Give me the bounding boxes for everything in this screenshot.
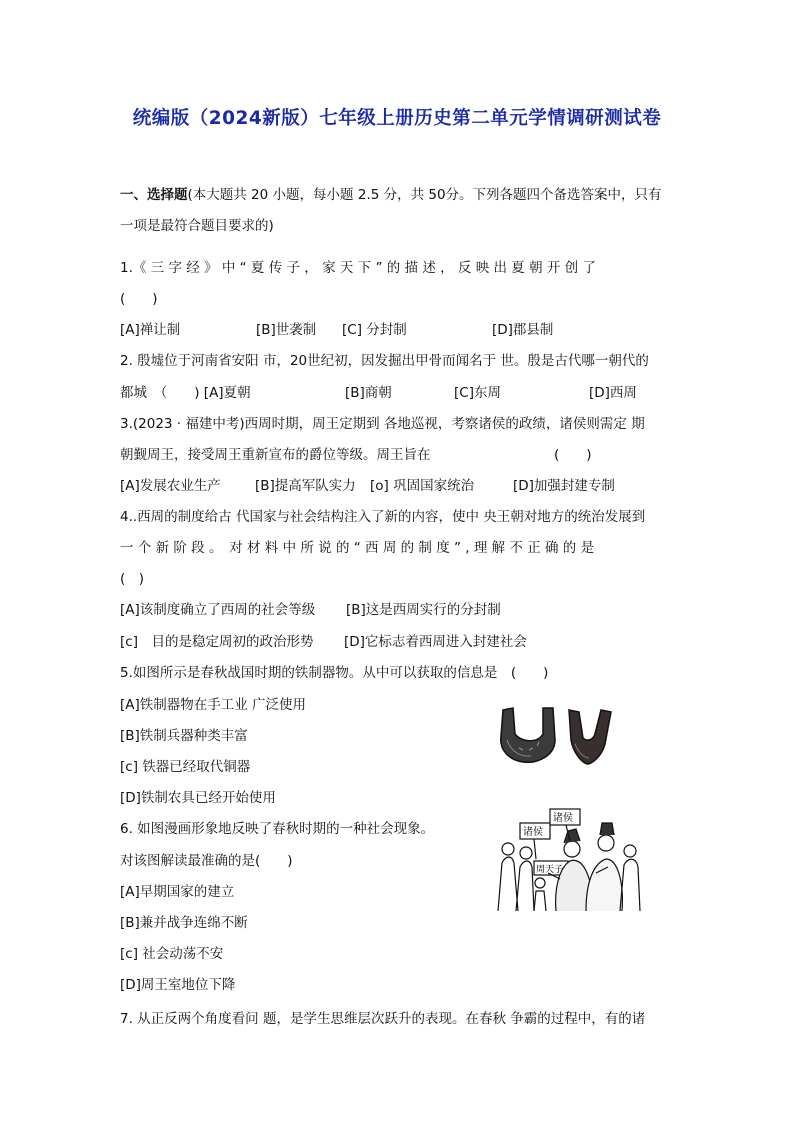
q5-option-b[interactable]: [B]铁制兵器种类丰富 [120,728,248,744]
q4-stem-line2: 一 个 新 阶 段 。 对 材 料 中 所 说 的 “ 西 周 的 制 度 ” , 理 解 不 正 确 的 是 [120,540,595,556]
cartoon-label-zhuhou-left: 诸侯 [523,827,543,838]
q2-option-b[interactable]: [B]商朝 [345,385,392,401]
q6-stem-line2: 对该图解读最准确的是( ) [120,853,293,869]
q4-stem: 4..西周的制度给古 代国家与社会结构注入了新的内容，使中 央王朝对地方的统治发展到 [120,509,646,525]
q4-blank: ( ) [120,571,145,587]
cartoon-image [496,803,642,913]
q6-option-b[interactable]: [B]兼并战争连绵不断 [120,915,248,931]
q4-option-a[interactable]: [A]该制度确立了西周的社会等级 [120,602,316,618]
q5-stem: 5.如图所示是春秋战国时期的铁制器物。从中可以获取的信息是 ( ) [120,665,549,681]
cartoon-label-king: 周天子 [536,865,564,875]
section-intro [120,185,662,205]
q1-option-d[interactable]: [D]郡县制 [492,322,554,338]
q3-options [120,476,615,496]
q3-option-d[interactable]: [D]加强封建专制 [513,478,615,494]
section-heading: 一、选择题 [120,187,188,203]
q3-blank: ( ) [554,447,592,463]
q4-option-d[interactable]: [D]它标志着西周进入封建社会 [344,634,527,650]
q5-option-d[interactable]: [D]铁制农具已经开始使用 [120,790,276,806]
q4-option-c[interactable]: [c] 目的是稳定周初的政治形势 [120,634,314,650]
q1-option-b[interactable]: [B]世袭制 [256,322,317,338]
q6-stem: 6. 如图漫画形象地反映了春秋时期的一种社会现象。 [120,821,435,837]
q1-option-a[interactable]: [A]禅让制 [120,322,181,338]
q2-options [120,383,637,403]
q2-option-c[interactable]: [C]东周 [454,385,501,401]
q4-options-row2 [120,632,527,652]
q6-option-a[interactable]: [A]早期国家的建立 [120,884,235,900]
page-title: 统编版（2024新版）七年级上册历史第二单元学情调研测试卷 [132,108,662,129]
q3-stem: 3.(2023 · 福建中考)西周时期，周王定期到 各地巡视，考察诸侯的政绩，诸侯则需定 期 [120,416,645,432]
q4-options-row1 [120,600,501,620]
q4-option-b[interactable]: [B]这是西周实行的分封制 [346,602,501,618]
q3-option-a[interactable]: [A]发展农业生产 [120,478,221,494]
iron-tools-image [497,700,617,770]
q5-option-c[interactable]: [c] 铁器已经取代铜器 [120,759,251,775]
cartoon-label-zhuhou-top: 诸侯 [553,813,573,824]
q1-stem: 1.《 三 字 经 》 中 “ 夏 传 子 ， 家 天 下 ” 的 描 述 ， 反 映 出 夏 朝 开 创 了 [120,260,596,276]
q2-stem: 2. 殷墟位于河南省安阳 市，20世纪初，因发掘出甲骨而闻名于 世。殷是古代哪一朝代的 [120,353,649,369]
q2-stem-option-a[interactable]: 都城 （ ) [A]夏朝 [120,385,251,401]
q7-stem: 7. 从正反两个角度看问 题，是学生思维层次跃升的表现。在春秋 争霸的过程中，有的诸 [120,1011,646,1027]
q1-options [120,320,553,340]
q6-option-d[interactable]: [D]周王室地位下降 [120,977,236,993]
section-intro-line2: 一项是最符合题目要求的) [120,218,274,234]
q6-option-c[interactable]: [c] 社会动荡不安 [120,946,224,962]
q3-stem-text: 朝觐周王，接受周王重新宣布的爵位等级。周王旨在 [120,447,431,463]
section-intro-text: (本大题共 20 小题，每小题 2.5 分，共 50分。下列各题四个备选答案中，只有 [187,187,662,203]
q3-stem-line2 [120,445,592,465]
q1-blank: ( ) [120,291,158,307]
q1-option-c[interactable]: [C] 分封制 [342,322,407,338]
q5-option-a[interactable]: [A]铁制器物在手工业 广泛使用 [120,697,307,713]
q2-option-d[interactable]: [D]西周 [589,385,637,401]
q3-option-c[interactable]: [o] 巩固国家统治 [370,478,475,494]
q3-option-b[interactable]: [B]提高军队实力 [255,478,356,494]
